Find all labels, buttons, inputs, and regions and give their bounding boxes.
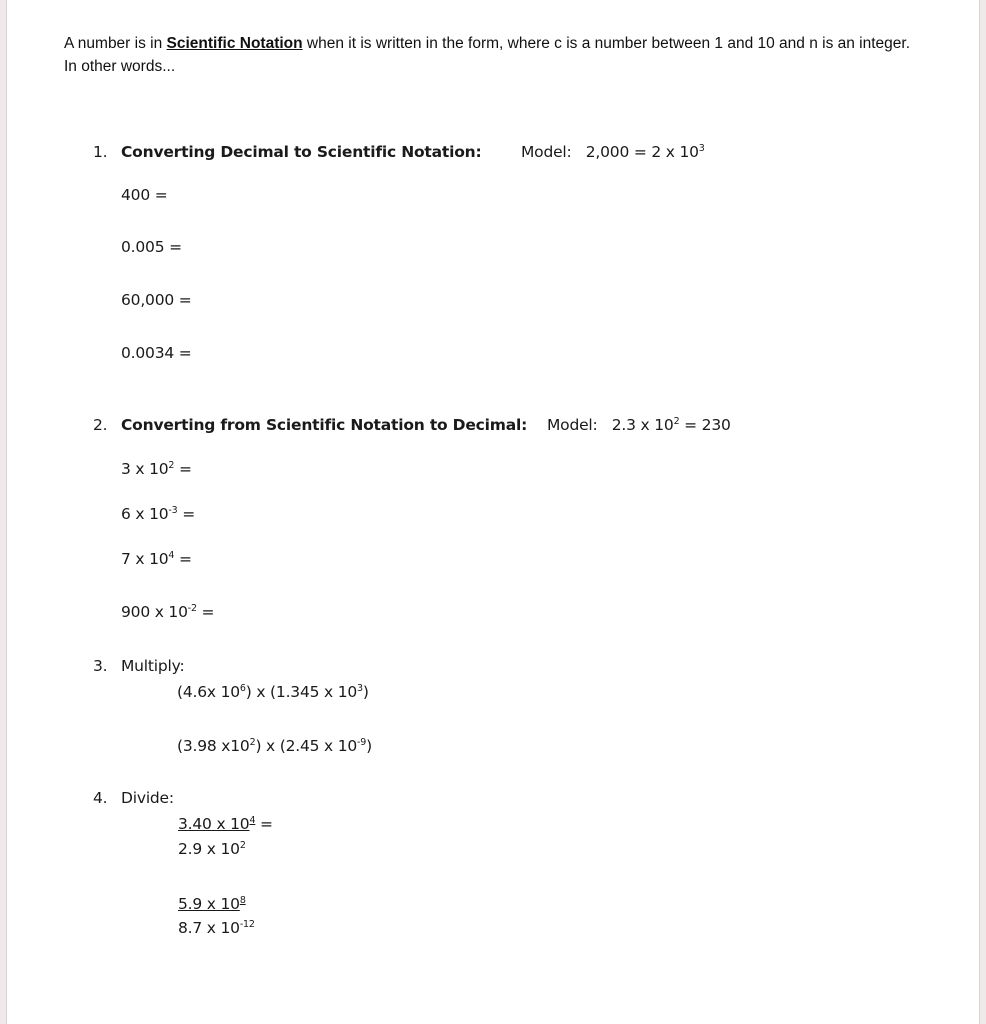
section-number: 3. bbox=[93, 657, 108, 675]
problem-2a bbox=[121, 460, 192, 478]
section-number: 4. bbox=[93, 789, 108, 807]
problem-tail: = bbox=[196, 603, 215, 621]
problem-4a-numerator bbox=[178, 815, 273, 833]
problem-exponent: 3 bbox=[357, 683, 363, 694]
problem-1b bbox=[121, 238, 182, 256]
section-number: 1. bbox=[93, 143, 108, 161]
problem-text: 0.0034 = bbox=[121, 344, 192, 362]
section-2-heading bbox=[93, 416, 527, 434]
section-number: 2. bbox=[93, 416, 108, 434]
problem-3b bbox=[177, 737, 372, 755]
section-3-heading bbox=[93, 657, 185, 675]
model-lhs: 2,000 = 2 x 10 bbox=[585, 143, 699, 161]
model-rhs: = 230 bbox=[679, 416, 731, 434]
section-4-heading bbox=[93, 789, 174, 807]
model-exponent: 2 bbox=[673, 416, 680, 427]
problem-text: 400 = bbox=[121, 186, 168, 204]
denominator-exponent: -12 bbox=[239, 919, 255, 930]
problem-base: 7 x 10 bbox=[121, 550, 169, 568]
model-exponent: 3 bbox=[698, 143, 705, 154]
problem-exponent: 2 bbox=[168, 460, 175, 471]
model-lhs: 2.3 x 10 bbox=[611, 416, 674, 434]
problem-part: ) x (1.345 x 10 bbox=[245, 683, 358, 701]
section-1-model bbox=[521, 143, 705, 161]
problem-1a bbox=[121, 186, 168, 204]
problem-base: 900 x 10 bbox=[121, 603, 188, 621]
problem-part: ) x (2.45 x 10 bbox=[255, 737, 358, 755]
problem-base: 6 x 10 bbox=[121, 505, 169, 523]
problem-3a bbox=[177, 683, 369, 701]
section-title: Divide: bbox=[121, 789, 174, 807]
numerator-exponent: 4 bbox=[249, 815, 256, 826]
problem-text: 0.005 = bbox=[121, 238, 182, 256]
document-page bbox=[7, 0, 979, 1024]
problem-tail: = bbox=[177, 505, 196, 523]
intro-text-before: A number is in bbox=[64, 35, 167, 52]
problem-part: ) bbox=[362, 683, 369, 701]
denominator-exponent: 2 bbox=[239, 840, 246, 851]
denominator-base: 8.7 x 10 bbox=[178, 919, 240, 937]
numerator-exponent: 8 bbox=[239, 895, 246, 906]
problem-4b-denominator bbox=[178, 919, 255, 937]
problem-base: 3 x 10 bbox=[121, 460, 169, 478]
problem-part: ) bbox=[366, 737, 372, 755]
denominator-base: 2.9 x 10 bbox=[178, 840, 240, 858]
problem-exponent: 6 bbox=[239, 683, 246, 694]
problem-2d bbox=[121, 603, 214, 621]
section-title: Converting from Scientific Notation to Decimal: bbox=[121, 416, 528, 434]
numerator-base: 3.40 x 10 bbox=[178, 815, 250, 833]
intro-term: Scientific Notation bbox=[166, 35, 303, 52]
intro-text-after: when it is written in the form, where c is a number between 1 and 10 and n is an integer. In other words... bbox=[64, 35, 911, 75]
problem-exponent: -2 bbox=[187, 603, 197, 614]
problem-1c bbox=[121, 291, 192, 309]
section-1-heading bbox=[93, 143, 482, 161]
section-title: Converting Decimal to Scientific Notation: bbox=[121, 143, 482, 161]
problem-4b-numerator bbox=[178, 895, 246, 913]
problem-2c bbox=[121, 550, 192, 568]
problem-tail: = bbox=[174, 460, 192, 478]
problem-exponent: 2 bbox=[249, 737, 256, 748]
numerator-base: 5.9 x 10 bbox=[178, 895, 240, 913]
problem-2b bbox=[121, 505, 195, 523]
problem-tail: = bbox=[174, 550, 192, 568]
problem-4a-denominator bbox=[178, 840, 246, 858]
problem-1d bbox=[121, 344, 192, 362]
problem-text: 60,000 = bbox=[121, 291, 192, 309]
model-label: Model: bbox=[521, 143, 572, 161]
problem-exponent: -9 bbox=[357, 737, 367, 748]
problem-part: (3.98 x10 bbox=[177, 737, 250, 755]
problem-tail: = bbox=[255, 815, 273, 833]
model-label: Model: bbox=[547, 416, 598, 434]
section-title: Multiply: bbox=[121, 657, 185, 675]
problem-exponent: 4 bbox=[168, 550, 175, 561]
problem-exponent: -3 bbox=[168, 505, 178, 516]
problem-part: (4.6x 10 bbox=[177, 683, 240, 701]
section-2-model bbox=[547, 416, 731, 434]
intro-paragraph bbox=[64, 32, 924, 78]
